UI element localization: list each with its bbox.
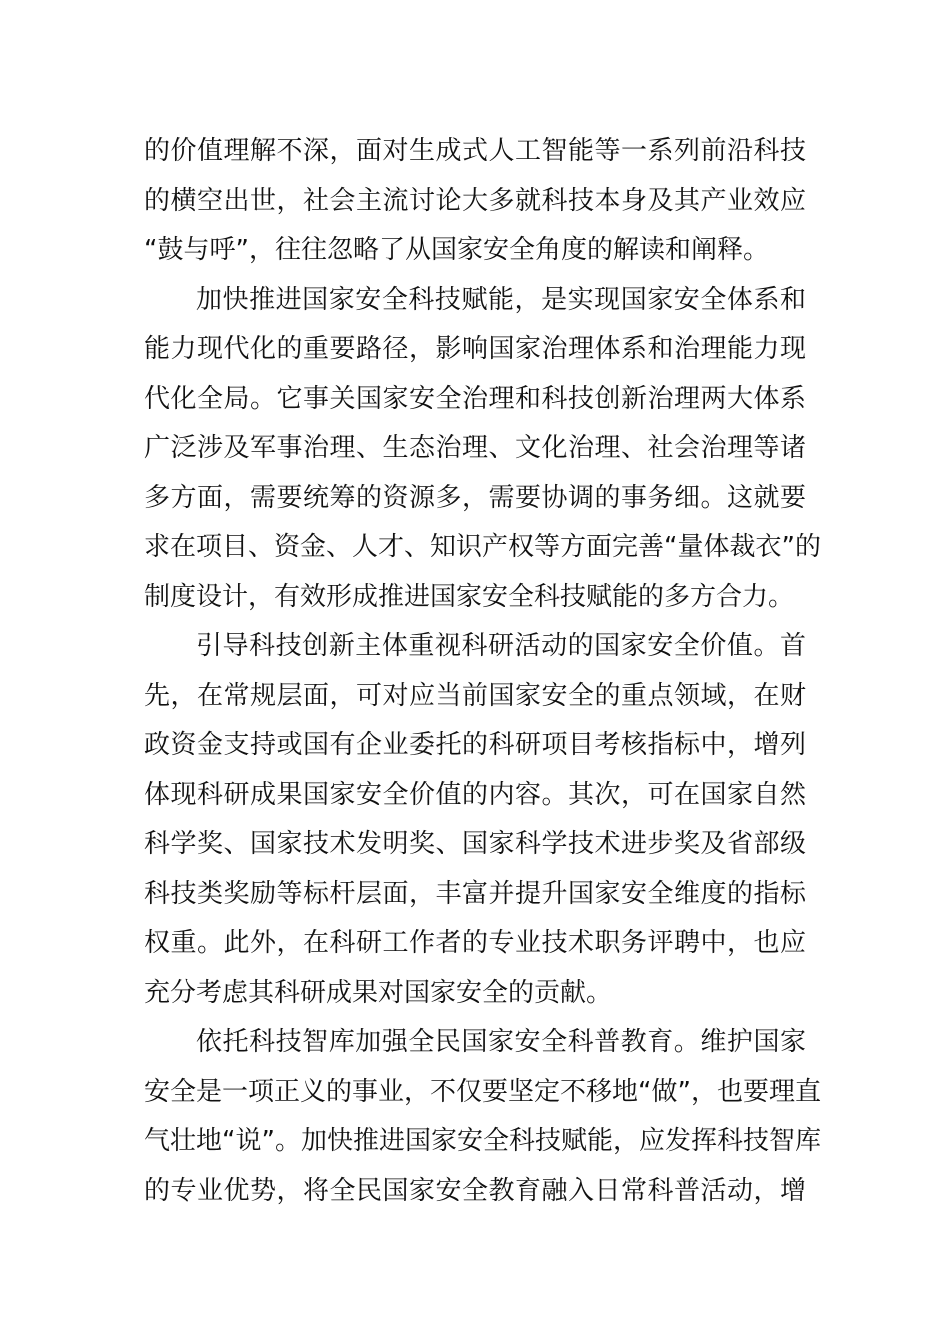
document-body [144,127,821,1216]
text-line: 气壮地“说”。加快推进国家安全科技赋能，应发挥科技智库 [144,1126,821,1156]
text-line: 能力现代化的重要路径，影响国家治理体系和治理能力现 [144,334,806,364]
text-line: 加快推进国家安全科技赋能，是实现国家安全体系和 [196,284,806,315]
text-line: 先，在常规层面，可对应当前国家安全的重点领域，在财 [144,680,806,711]
text-line: 制度设计，有效形成推进国家安全科技赋能的多方合力。 [144,581,795,612]
text-line: 的专业优势，将全民国家安全教育融入日常科普活动，增 [144,1175,806,1206]
text-line: 依托科技智库加强全民国家安全科普教育。维护国家 [196,1027,806,1057]
paragraph-3 [144,622,806,1018]
text-line: 政资金支持或国有企业委托的科研项目考核指标中，增列 [144,730,806,760]
text-line: 科学奖、国家技术发明奖、国家科学技术进步奖及省部级 [144,829,806,859]
paragraph-2 [144,276,821,623]
paragraph-4 [144,1018,821,1216]
text-line: 广泛涉及军事治理、生态治理、文化治理、社会治理等诸 [144,433,806,463]
text-line: 的横空出世，社会主流讨论大多就科技本身及其产业效应 [144,185,806,216]
text-line: “鼓与呼”，往往忽略了从国家安全角度的解读和阐释。 [144,235,769,265]
text-line: 的价值理解不深，面对生成式人工智能等一系列前沿科技 [144,136,806,166]
text-line: 代化全局。它事关国家安全治理和科技创新治理两大体系 [144,383,806,414]
text-line: 体现科研成果国家安全价值的内容。其次，可在国家自然 [144,779,806,810]
text-line: 多方面，需要统筹的资源多，需要协调的事务细。这就要 [144,482,806,513]
text-line: 充分考虑其科研成果对国家安全的贡献。 [144,977,613,1008]
text-line: 科技类奖励等标杆层面，丰富并提升国家安全维度的指标 [144,878,806,909]
text-line: 求在项目、资金、人才、知识产权等方面完善“量体裁衣”的 [144,532,821,562]
text-line: 引导科技创新主体重视科研活动的国家安全价值。首 [196,631,806,661]
text-line: 权重。此外，在科研工作者的专业技术职务评聘中，也应 [144,928,806,958]
text-line: 安全是一项正义的事业，不仅要坚定不移地“做”，也要理直 [144,1076,821,1107]
paragraph-1 [144,127,806,276]
